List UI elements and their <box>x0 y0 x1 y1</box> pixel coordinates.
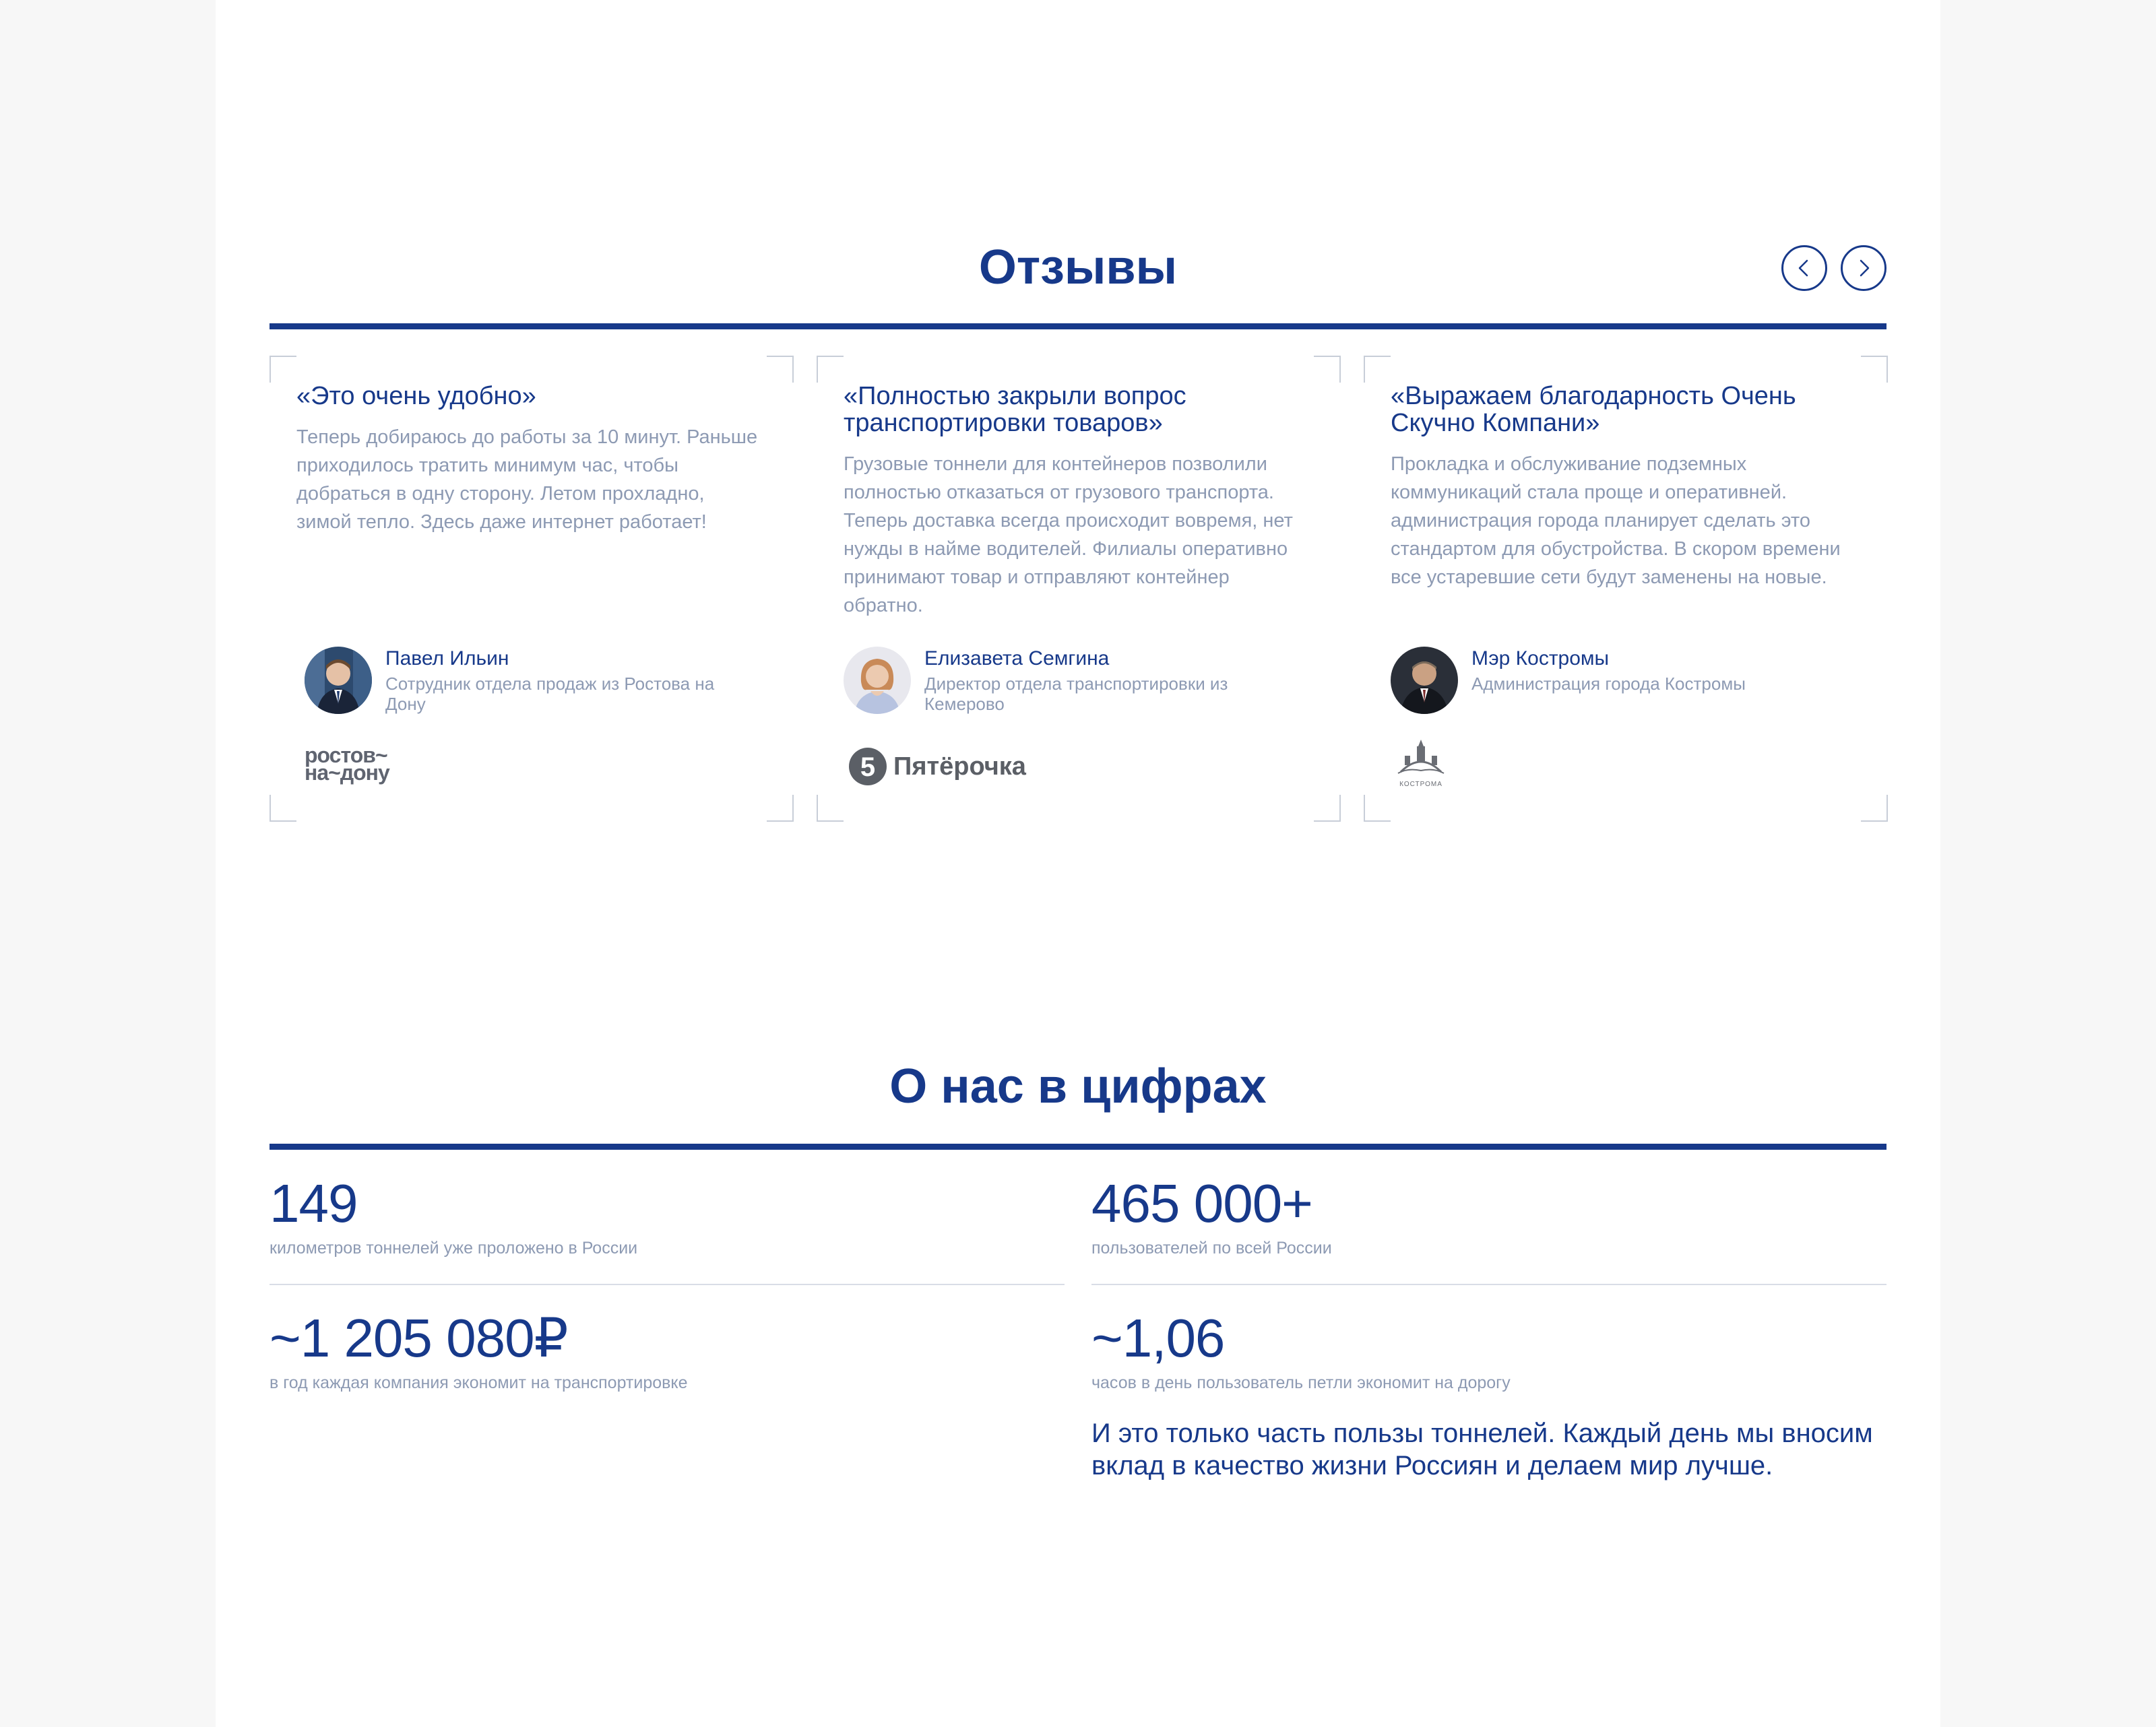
stat-label: в год каждая компания экономит на транспортировке <box>270 1373 688 1392</box>
stat-label: часов в день пользователь петли экономит на дорогу <box>1091 1373 1511 1392</box>
author-role: Директор отдела транспортировки из Кемерово <box>924 674 1228 714</box>
avatar <box>305 647 372 714</box>
card-corner <box>1364 795 1391 822</box>
review-text: Прокладка и обслуживание подземных коммуникаций стала проще и оперативней. администрация города планирует сделать это стандартом для обустройства. В скором времени все устаревшие сети будут заменены на новые. <box>1391 453 1841 588</box>
card-corner <box>270 795 296 822</box>
review-text: Теперь добираюсь до работы за 10 минут. Раньше приходилось тратить минимум час, чтобы добраться в одну сторону. Летом прохладно, зимой тепло. Здесь даже интернет работает! <box>296 426 758 533</box>
card-corner <box>1314 795 1341 822</box>
card-corner <box>817 795 844 822</box>
review-card <box>1364 356 1888 822</box>
card-corner <box>1861 795 1888 822</box>
card-corner <box>1861 356 1888 383</box>
stats-divider <box>270 1144 1886 1150</box>
stat-value: 149 <box>270 1173 358 1233</box>
kostroma-emblem <box>1394 738 1448 779</box>
author-name: Павел Ильин <box>385 647 509 670</box>
card-corner <box>1364 356 1391 383</box>
pyaterochka-text: Пятёрочка <box>893 752 1026 781</box>
reviews-divider <box>270 323 1886 329</box>
prev-button[interactable] <box>1781 245 1827 291</box>
kostroma-logo <box>1391 738 1451 788</box>
avatar <box>844 647 911 714</box>
author-name: Мэр Костромы <box>1471 647 1610 670</box>
kostroma-caption: КОСТРОМА <box>1399 781 1442 788</box>
review-quote: «Выражаем благодарность Очень Скучно Компани» <box>1391 382 1796 437</box>
review-quote: «Это очень удобно» <box>296 382 536 410</box>
rostov-logo: ростов~ на~дону <box>305 743 389 785</box>
pyaterochka-mark <box>848 746 888 787</box>
review-quote: «Полностью закрыли вопрос транспортировки товаров» <box>844 382 1186 437</box>
svg-text:5: 5 <box>860 752 876 782</box>
author-role: Администрация города Костромы <box>1471 674 1746 694</box>
stat-value: ~1,06 <box>1091 1308 1225 1368</box>
review-card <box>270 356 794 822</box>
pyaterochka-logo <box>848 746 1026 787</box>
author-role: Сотрудник отдела продаж из Ростова на Дону <box>385 674 715 714</box>
review-card <box>817 356 1341 822</box>
stat-value: 465 000+ <box>1091 1173 1312 1233</box>
review-text: Грузовые тоннели для контейнеров позволили полностью отказаться от грузового транспорта. Теперь доставка всегда происходит вовремя, нет нужды в найме водителей. Филиалы оперативно принимают товар и отправляют контейнер обратно. <box>844 453 1293 616</box>
stat-label: пользователей по всей России <box>1091 1239 1332 1258</box>
stat-value: ~1 205 080₽ <box>270 1308 568 1368</box>
reviews-title: Отзывы <box>978 240 1178 294</box>
review-author <box>305 647 736 714</box>
page <box>216 0 1940 1727</box>
card-corner <box>270 356 296 383</box>
stats-title: О нас в цифрах <box>889 1060 1267 1113</box>
card-corner <box>767 356 794 383</box>
review-author <box>1391 647 1822 714</box>
stats-closing-text: И это только часть пользы тоннелей. Каждый день мы вносим вклад в качество жизни Россиян и делаем мир лучше. <box>1091 1419 1873 1480</box>
stat-divider <box>1091 1284 1886 1285</box>
next-button[interactable] <box>1841 245 1886 291</box>
chevron-left-icon <box>1794 258 1814 278</box>
review-author <box>844 647 1275 714</box>
card-corner <box>767 795 794 822</box>
chevron-right-icon <box>1853 258 1874 278</box>
author-name: Елизавета Семгина <box>924 647 1110 670</box>
stat-label: километров тоннелей уже проложено в России <box>270 1239 638 1258</box>
card-corner <box>817 356 844 383</box>
stat-divider <box>270 1284 1065 1285</box>
avatar <box>1391 647 1458 714</box>
card-corner <box>1314 356 1341 383</box>
